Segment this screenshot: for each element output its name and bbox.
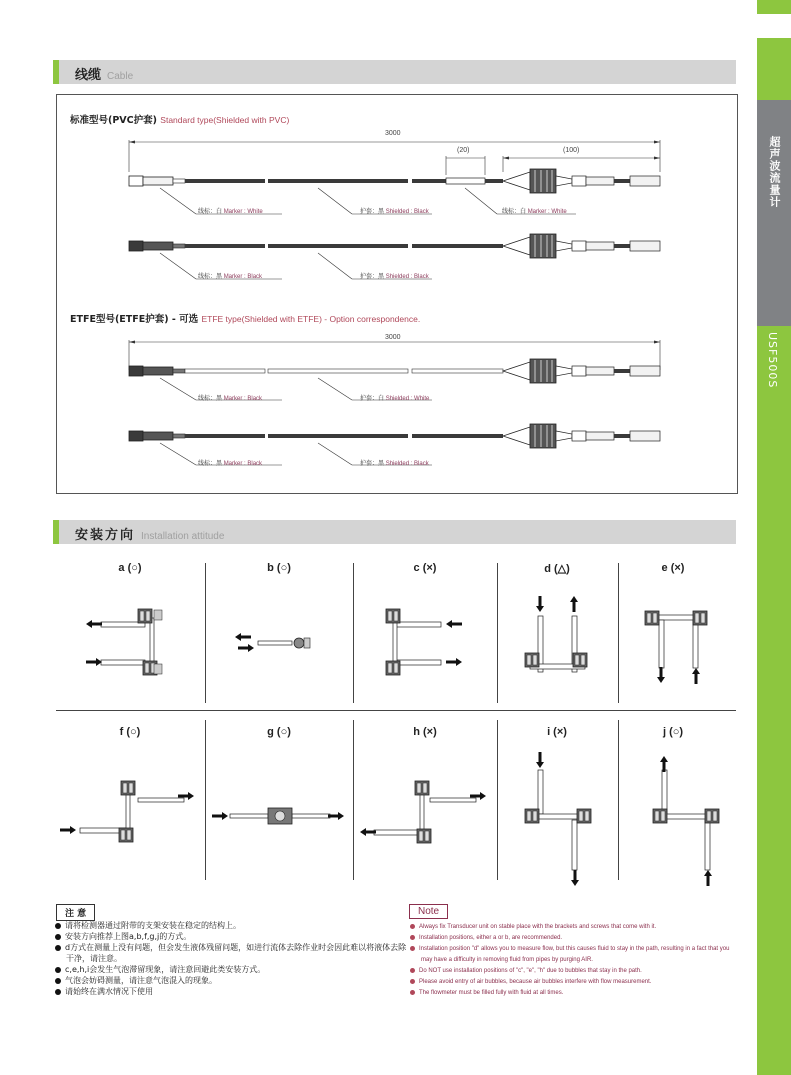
- note-en-item: [410, 922, 740, 933]
- note-cn-item: [55, 942, 410, 964]
- etfe-row2-label-1: [198, 458, 262, 467]
- lbl-en: Shielded : Black: [385, 461, 429, 467]
- diagram-d: [525, 596, 587, 672]
- attitude-i-title: i (×): [547, 726, 567, 738]
- attitude-d-title: d (△): [544, 563, 570, 575]
- lbl-en: Shielded : Black: [385, 274, 429, 280]
- std-row2-label-1: [198, 271, 262, 280]
- std-row1-label-3: [502, 206, 567, 215]
- lbl-cn: 护套：黑: [360, 461, 385, 467]
- lbl-cn: 护套：黑: [360, 274, 385, 280]
- lbl-en: Marker : White: [223, 209, 263, 215]
- note-text: Do NOT use installation positions of "c", "e", "h" due to bubbles that stay in the path.: [419, 968, 642, 974]
- install-title-cn: 安装方向: [75, 528, 136, 543]
- note-text: Installation positions, either a or b, are recommended.: [419, 935, 563, 941]
- cable-section-title: [75, 64, 133, 83]
- notes-en-title-text: Note: [418, 906, 440, 917]
- notes-cn-list: [55, 920, 410, 997]
- etfe-title-en: ETFE type(Shielded with ETFE) - Option correspondence.: [201, 314, 421, 324]
- install-section-title: [75, 524, 224, 543]
- etfe-title-cn: ETFE型号(ETFE护套) - 可选: [70, 314, 199, 325]
- diagram-g: [212, 808, 344, 824]
- standard-title-en: Standard type(Shielded with PVC): [160, 115, 290, 125]
- diagram-j: [653, 756, 719, 886]
- side-bar-top: [757, 0, 791, 14]
- note-en-item: [410, 944, 740, 966]
- diagram-f: [60, 781, 194, 842]
- note-text: 请将检测器通过附带的支架安装在稳定的结构上。: [65, 921, 241, 930]
- std-row2-label-2: [360, 271, 429, 280]
- note-text: 请始终在满水情况下使用: [65, 987, 153, 996]
- etfe-row1-label-2: [360, 393, 429, 402]
- note-text: Installation position "d" allows you to measure flow, but this causes fluid to stay in the path, resulting in a fact that you may have a difficulty in removing fluid from pipes by purging AIR.: [419, 946, 730, 963]
- note-en-item: [410, 977, 740, 988]
- side-tab-category-label: 超声波流量计: [768, 136, 781, 208]
- lbl-en: Marker : Black: [223, 461, 263, 467]
- cable-title-en: Cable: [107, 71, 134, 82]
- lbl-cn: 线标：白: [502, 209, 527, 215]
- diagram-e: [645, 611, 707, 684]
- lbl-cn: 线标：黑: [198, 461, 223, 467]
- lbl-cn: 线标：黑: [198, 274, 223, 280]
- standard-title-cn: 标准型号(PVC护套): [70, 115, 157, 126]
- install-diagrams: [0, 580, 791, 900]
- etfe-type-title: [70, 311, 420, 325]
- lbl-cn: 护套：白: [360, 396, 385, 402]
- note-cn-item: [55, 964, 410, 975]
- standard-dim-total: 3000: [385, 130, 401, 137]
- lbl-cn: 线标：黑: [198, 396, 223, 402]
- note-cn-item: [55, 986, 410, 997]
- standard-dim-b: (100): [563, 147, 580, 154]
- note-en-item: [410, 988, 740, 999]
- install-title-en: Installation attitude: [141, 531, 225, 542]
- note-cn-item: [55, 975, 410, 986]
- section-accent: [53, 60, 59, 84]
- notes-en-title: [409, 904, 448, 919]
- attitude-b-title: b (○): [267, 562, 291, 574]
- lbl-cn: 线标：白: [198, 209, 223, 215]
- etfe-row2-label-2: [360, 458, 429, 467]
- diagram-b: [235, 633, 310, 652]
- notes-en-list: [410, 922, 740, 999]
- note-cn-item: [55, 931, 410, 942]
- attitude-h-title: h (×): [413, 726, 437, 738]
- lbl-en: Marker : Black: [223, 396, 263, 402]
- cable-section-header: [53, 60, 736, 84]
- note-cn-item: [55, 920, 410, 931]
- note-text: The flowmeter must be filled fully with fluid at all times.: [419, 990, 564, 996]
- std-row1-label-1: [198, 206, 263, 215]
- lbl-cn: 护套：黑: [360, 209, 385, 215]
- note-text: Please avoid entry of air bubbles, because air bubbles interfere with flow measurement.: [419, 979, 652, 985]
- standard-dim-a: (20): [457, 147, 470, 154]
- lbl-en: Shielded : Black: [385, 209, 429, 215]
- cable-title-cn: 线缆: [75, 68, 102, 83]
- note-text: d方式在测量上没有问题，但会发生液体残留问题，如进行流体去除作业时会因此难以将液体去除干净，请注意。: [65, 943, 407, 963]
- diagram-a: [86, 609, 162, 675]
- attitude-f-title: f (○): [119, 726, 141, 738]
- side-tab-model-label: USF500S: [766, 332, 779, 389]
- note-en-item: [410, 933, 740, 944]
- note-text: 气泡会妨碍测量，请注意气泡混入的现象。: [65, 976, 217, 985]
- attitude-j-title: j (○): [662, 726, 684, 738]
- diagram-i: [525, 752, 591, 886]
- etfe-row1-label-1: [198, 393, 262, 402]
- attitude-e-title: e (×): [661, 562, 685, 574]
- section-accent: [53, 520, 59, 544]
- lbl-en: Shielded : White: [385, 396, 430, 402]
- etfe-dim-total: 3000: [385, 334, 401, 341]
- notes-cn-title-text: 注 意: [65, 909, 87, 919]
- note-text: Always fix Transducer unit on stable place with the brackets and screws that come with it.: [419, 924, 657, 930]
- diagram-c: [386, 609, 462, 675]
- note-text: c,e,h,i会发生气泡滞留现象，请注意回避此类安装方式。: [65, 965, 266, 974]
- notes-cn-title: [56, 904, 95, 921]
- lbl-en: Marker : Black: [223, 274, 263, 280]
- attitude-c-title: c (×): [413, 562, 437, 574]
- side-bar-upper: [757, 38, 791, 100]
- attitude-g-title: g (○): [267, 726, 291, 738]
- lbl-en: Marker : White: [527, 209, 567, 215]
- std-row1-label-2: [360, 206, 429, 215]
- diagram-h: [360, 781, 486, 843]
- attitude-a-title: a (○): [118, 562, 142, 574]
- note-text: 安装方向推荐上图a,b,f,g,j的方式。: [65, 932, 192, 941]
- note-en-item: [410, 966, 740, 977]
- install-section-header: [53, 520, 736, 544]
